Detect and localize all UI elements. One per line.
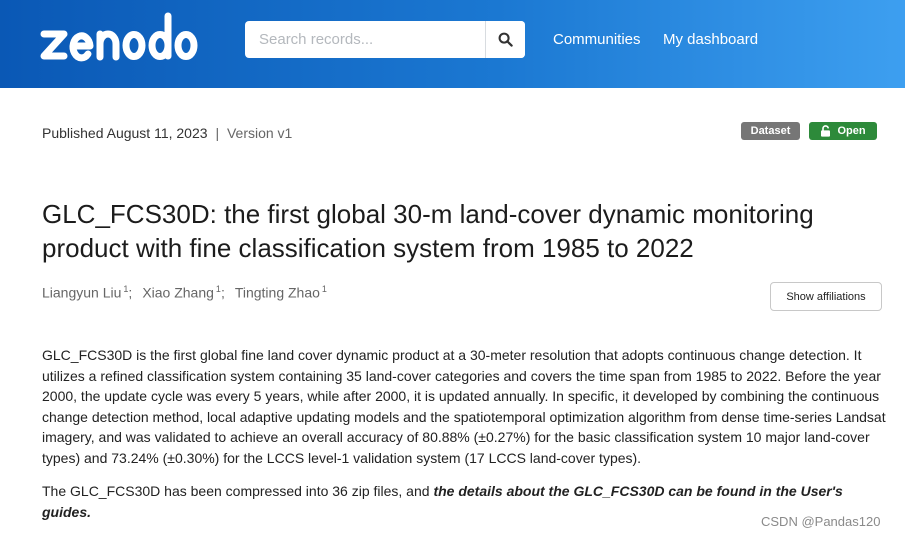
- creator-name: Liangyun Liu: [42, 284, 122, 301]
- creator-affiliation-number: 1: [321, 284, 327, 294]
- description-note-text: The GLC_FCS30D has been compressed into 36 zip files, and: [42, 483, 434, 499]
- lock-open-icon: [820, 125, 831, 137]
- resource-type-badge: [741, 122, 800, 140]
- search-bar: [245, 21, 525, 58]
- creator-name: Xiao Zhang: [142, 284, 214, 301]
- record-description: GLC_FCS30D is the first global fine land cover dynamic product at a 30-meter resolution that adopts continuous change detection. It utilizes a refined classification system containing 35 land-cover categories and covers the time span from 1985 to 2022. Before the year 2000, the update cycle was every 5 years, while after 2000, it is updated annually. In specific, it developed by combining the continuous change detection method, local adaptive updating models and the spatiotemporal optimization algorithm from dense time-series Landsat imagery, and was validated to achieve an overall accuracy of 80.88% (±0.27%) for the basic classification system 10 major land-cover types) and 73.24% (±0.30%) for the LCCS level-1 validation system (17 LCCS land-cover types).: [42, 347, 886, 466]
- record-description-note: [42, 481, 862, 522]
- publication-separator: |: [215, 125, 220, 141]
- creator-affiliation-number: 1: [215, 284, 221, 294]
- creator-separator: ;: [128, 284, 133, 301]
- creator-item[interactable]: [235, 284, 327, 301]
- access-status-label: Open: [837, 125, 866, 137]
- nav-communities-link[interactable]: Communities: [553, 31, 641, 48]
- creator-separator: ;: [220, 284, 225, 301]
- published-date: Published August 11, 2023: [42, 125, 208, 141]
- zenodo-logo-graphic: [40, 10, 205, 68]
- creator-item[interactable]: [142, 284, 225, 301]
- creator-item[interactable]: [42, 284, 132, 301]
- creator-name: Tingting Zhao: [234, 284, 320, 301]
- creator-affiliation-number: 1: [123, 284, 129, 294]
- top-navigation-bar: [0, 0, 905, 88]
- record-title: GLC_FCS30D: the first global 30-m land-cover dynamic monitoring product with fine classification system from 1985 to 2022: [42, 199, 814, 263]
- creators-list: [42, 284, 337, 301]
- show-affiliations-button[interactable]: Show affiliations: [770, 282, 882, 311]
- watermark: CSDN @Pandas120: [761, 514, 881, 529]
- search-input[interactable]: [245, 21, 485, 58]
- nav-my-dashboard-link[interactable]: My dashboard: [663, 31, 759, 48]
- resource-type-label: Dataset: [750, 125, 791, 137]
- search-button[interactable]: [485, 21, 525, 58]
- search-icon: [498, 32, 513, 47]
- zenodo-logo[interactable]: [40, 10, 205, 68]
- description-note-emphasis: the details about the GLC_FCS30D can be found in the User's guides.: [42, 483, 843, 520]
- version-label: Version v1: [226, 125, 293, 141]
- publication-info: [42, 125, 292, 141]
- access-status-badge: [809, 122, 877, 140]
